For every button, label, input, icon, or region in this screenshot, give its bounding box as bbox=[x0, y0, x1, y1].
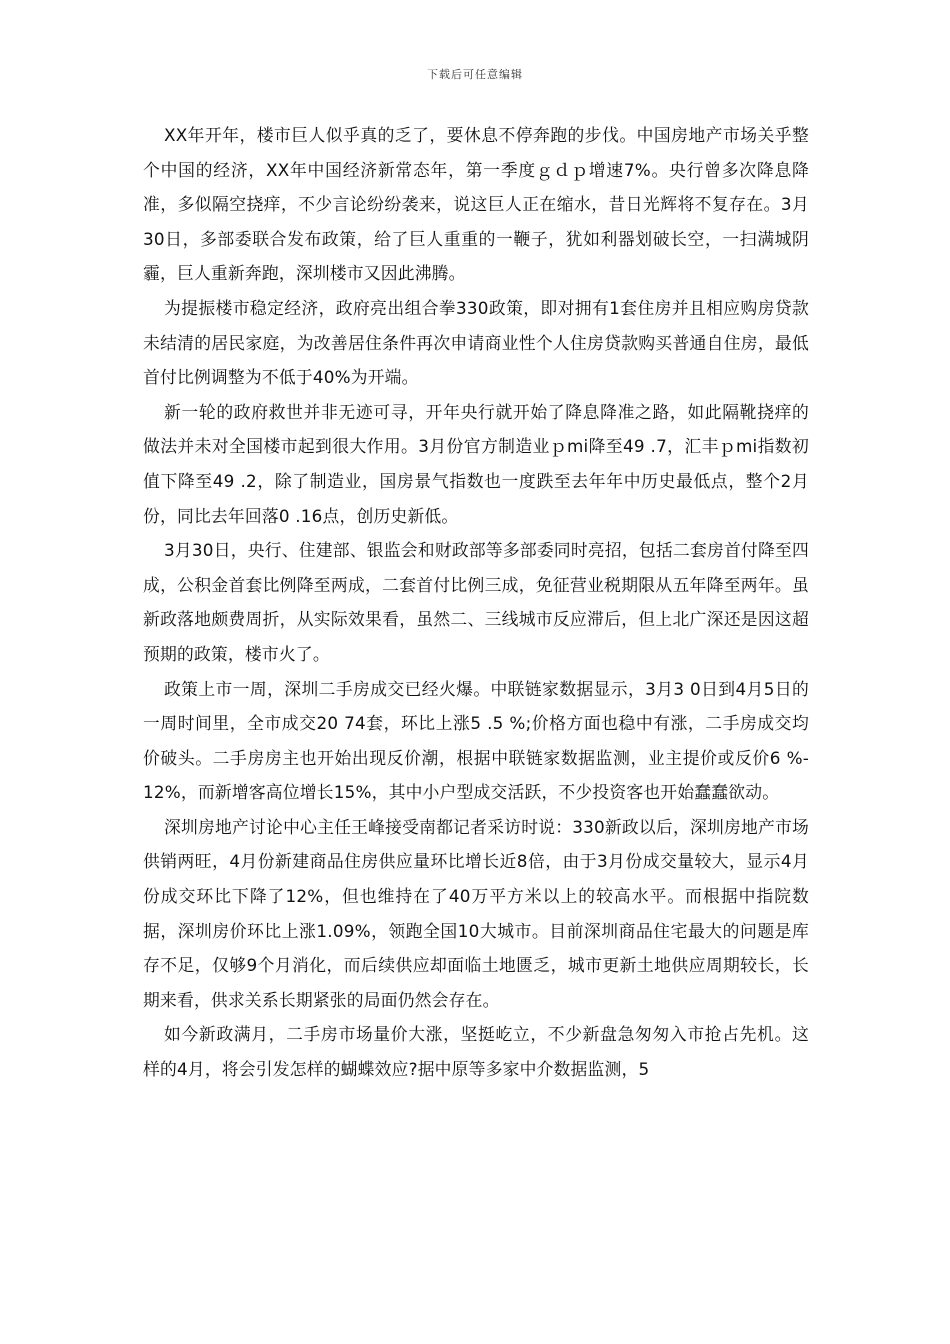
paragraph: 政策上市一周，深圳二手房成交已经火爆。中联链家数据显示，3月3 0日到4月5日的一周时间里，全市成交20 74套，环比上涨5 .5 %;价格方面也稳中有涨，二手房成交均价破头。二手房房主也开始出现反价潮，根据中联链家数据监测，业主提价或反价6 %- 12%，而新增客高位增长15%，其中小户型成交活跃，不少投资客也开始蠢蠢欲动。 bbox=[143, 678, 809, 803]
paragraph: 3月30日，央行、住建部、银监会和财政部等多部委同时亮招，包括二套房首付降至四成，公积金首套比例降至两成，二套首付比例三成，免征营业税期限从五年降至两年。虽新政落地颇费周折，从实际效果看，虽然二、三线城市反应滞后，但上北广深还是因这超预期的政策，楼市火了。 bbox=[143, 540, 809, 664]
paragraph: XX年开年，楼市巨人似乎真的乏了，要休息不停奔跑的步伐。中国房地产市场关乎整个中国的经济，XX年中国经济新常态年，第一季度ｇｄｐ增速7%。央行曾多次降息降准，多似隔空挠痒，不少言论纷纷袭来，说这巨人正在缩水，昔日光辉将不复存在。3月30日，多部委联合发布政策，给了巨人重重的一鞭子，犹如利器划破长空，一扫满城阴霾，巨人重新奔跑，深圳楼市又因此沸腾。 bbox=[143, 125, 809, 284]
paragraph: 为提振楼市稳定经济，政府亮出组合拳330政策，即对拥有1套住房并且相应购房贷款未结清的居民家庭，为改善居住条件再次申请商业性个人住房贷款购买普通自住房，最低首付比例调整为不低于40%为开端。 bbox=[143, 297, 809, 388]
paragraph: 深圳房地产讨论中心主任王峰接受南都记者采访时说：330新政以后，深圳房地产市场供销两旺，4月份新建商品住房供应量环比增长近8倍，由于3月份成交量较大，显示4月份成交环比下降了12%，但也维持在了40万平方米以上的较高水平。而根据中指院数据，深圳房价环比上涨1.09%，领跑全国10大城市。目前深圳商品住宅最大的问题是库存不足，仅够9个月消化，而后续供应却面临土地匮乏，城市更新土地供应周期较长，长期来看，供求关系长期紧张的局面仍然会存在。 bbox=[143, 816, 809, 1010]
article-body bbox=[143, 118, 809, 1087]
paragraph: 新一轮的政府救世并非无迹可寻，开年央行就开始了降息降准之路，如此隔靴挠痒的做法并未对全国楼市起到很大作用。3月份官方制造业ｐmi降至49 .7，汇丰ｐmi指数初值下降至49 .2，除了制造业，国房景气指数也一度跌至去年年中历史最低点，整个2月份，同比去年回落0 .16点，创历史新低。 bbox=[143, 401, 809, 526]
paragraph: 如今新政满月，二手房市场量价大涨，坚挺屹立，不少新盘急匆匆入市抢占先机。这样的4月，将会引发怎样的蝴蝶效应?据中原等多家中介数据监测，5 bbox=[143, 1024, 809, 1080]
page-header: 下载后可任意编辑 bbox=[427, 68, 523, 81]
